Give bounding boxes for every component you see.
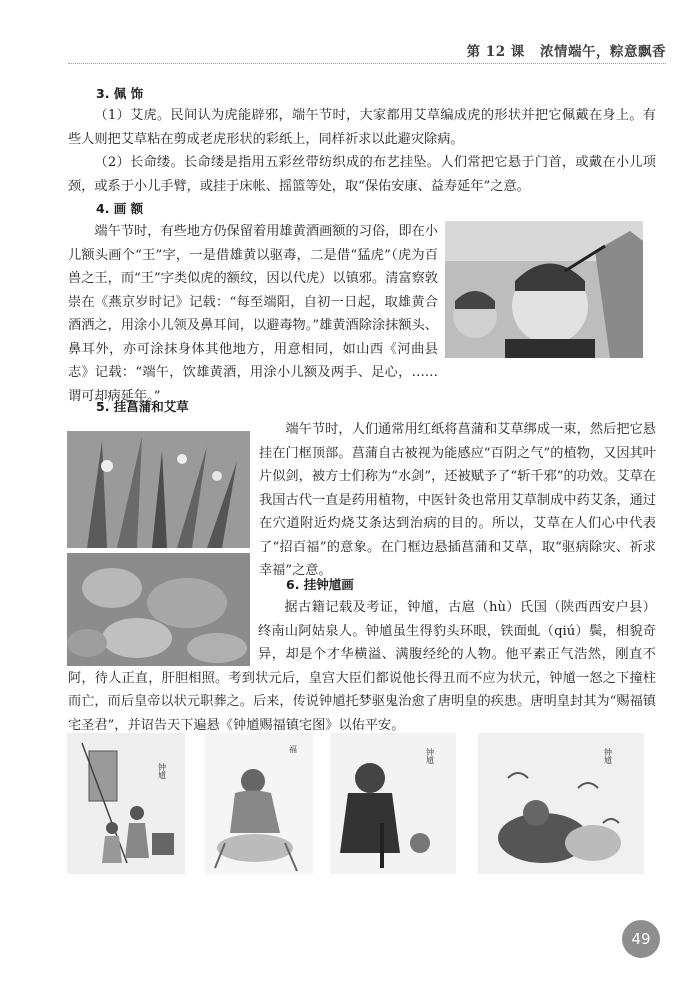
calamus-plant-photo — [67, 431, 250, 548]
running-header — [457, 40, 666, 60]
section-3-paragraph-1: （1）艾虎。民间认为虎能辟邪，端午节时，大家都用艾草编成虎的形状并把它佩戴在身上。有些人则把艾草粘在剪成老虎形状的彩纸上，同样祈求以此避灾除病。 — [68, 108, 656, 147]
image-wrap-spacer — [68, 596, 258, 666]
svg-text:钟馗: 钟馗 — [603, 748, 613, 764]
section-6-paragraph — [68, 596, 656, 737]
zhongkui-painting-3 — [330, 733, 456, 874]
page-number: 49 — [631, 930, 651, 948]
header-divider — [68, 63, 666, 64]
zhongkui-painting-1 — [67, 733, 185, 874]
section-4-heading: 4. 画 额 — [96, 201, 144, 216]
section-4-paragraph: 端午节时，有些地方仍保留着用雄黄酒画额的习俗，即在小儿额头画个“王”字，一是借雄黄以驱毒，二是借“猛虎”（虎为百兽之王，而“王”字类似虎的额纹，因以代虎）以镇邪。清富察敦崇在《燕京岁时记》记载：“每至端阳，自初一日起，取雄黄合酒洒之，用涂小儿领及鼻耳间，以避毒物。”雄黄酒除涂抹额头、鼻耳外，亦可涂抹身体其他地方，用意相同，如山西《河曲县志》记载：“端午，饮雄黄酒，用涂小儿额及两手、足心，……谓可却病延年。” — [68, 224, 438, 404]
svg-text:钟馗: 钟馗 — [157, 763, 167, 779]
section-3-heading: 3. 佩 饰 — [96, 86, 144, 101]
section-5-paragraph: 端午节时，人们通常用红纸将菖蒲和艾草绑成一束，然后把它悬挂在门框顶部。菖蒲自古被视为能感应“百阴之气”的植物，又因其叶片似剑，被方士们称为“水剑”，还被赋予了“斩千邪”的功效。艾草在我国古代一直是药用植物，中医针灸也常用艾草制成中药艾条，通过在穴道附近灼烧艾条达到治病的目的。所以，艾草在人们心中代表了“招百福”的意象。在门框边悬插菖蒲和艾草，取“驱病除灾、祈求幸福”之意。 — [259, 422, 656, 578]
lesson-number: 第 12 课 — [466, 44, 525, 60]
section-5-heading: 5. 挂菖蒲和艾草 — [96, 399, 189, 414]
zhongkui-painting-2 — [205, 733, 313, 874]
section-6-text: 据古籍记载及考证，钟馗，古扈（hù）氏国（陕西西安户县）终南山阿姑泉人。钟馗虽生得豹头环眼，铁面虬（qiú）鬓，相貌奇异，却是个才华横溢、满腹经纶的人物。他平素正气浩然，刚直不阿，待人正直，肝胆相照。考到状元后，皇宫大臣们都说他长得丑而不应为状元，钟馗一怒之下撞柱而亡，而后皇帝以状元职葬之。后来，传说钟馗托梦驱鬼治愈了唐明皇的疾患。唐明皇封其为“赐福镇宅圣君”，并诏告天下遍悬《钟馗赐福镇宅图》以佑平安。 — [68, 600, 656, 733]
section-3-paragraph-2: （2）长命缕。长命缕是指用五彩丝带纺织成的布艺挂坠。人们常把它悬于门首，或戴在小儿项颈，或系于小儿手臂，或挂于床帐、摇篮等处，取“保佑安康、益寿延年”之意。 — [68, 155, 656, 194]
zhongkui-painting-4 — [478, 733, 644, 874]
svg-text:钟馗: 钟馗 — [425, 748, 435, 764]
child-forehead-painting-photo — [445, 221, 643, 358]
svg-text:福: 福 — [288, 745, 298, 753]
section-6-heading: 6. 挂钟馗画 — [286, 577, 354, 592]
lesson-title: 浓情端午，粽意飘香 — [540, 44, 666, 60]
page-number-badge — [622, 920, 660, 958]
